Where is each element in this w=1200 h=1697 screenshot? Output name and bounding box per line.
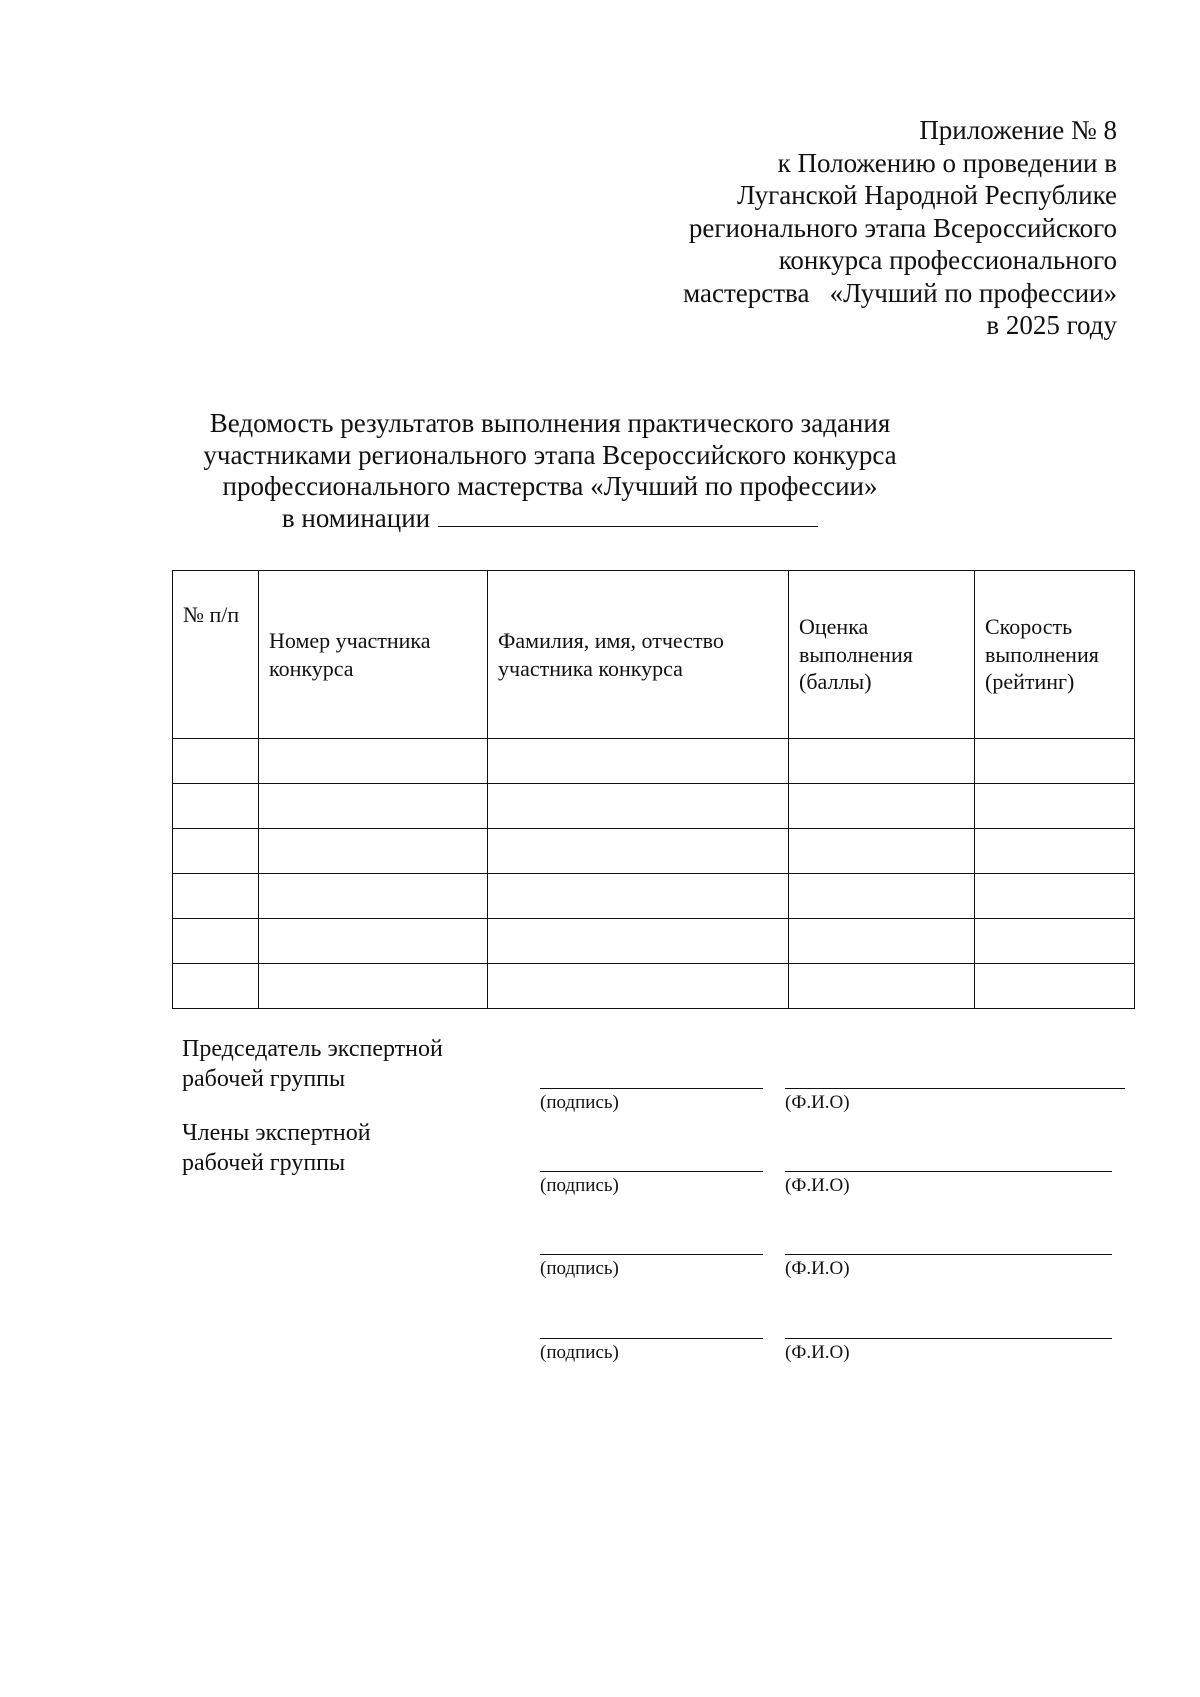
table-cell[interactable]: [488, 784, 789, 829]
name-caption: (Ф.И.О): [785, 1342, 850, 1363]
table-cell[interactable]: [488, 964, 789, 1009]
table-row: [173, 829, 1135, 874]
header-full-name: [488, 571, 789, 739]
table-cell[interactable]: [173, 919, 259, 964]
appendix-line: к Положению о проведении в: [777, 147, 1117, 178]
table-cell[interactable]: [259, 964, 488, 1009]
appendix-line: в 2025 году: [986, 310, 1117, 340]
table-cell[interactable]: [173, 739, 259, 784]
name-caption: (Ф.И.О): [785, 1092, 850, 1113]
table-cell[interactable]: [975, 874, 1135, 919]
table-cell[interactable]: [173, 874, 259, 919]
appendix-line: мастерства «Лучший по профессии»: [683, 277, 1117, 308]
table-cell[interactable]: [975, 964, 1135, 1009]
document-title: [200, 408, 900, 534]
chair-label-line: Председатель экспертной: [182, 1036, 443, 1062]
table-header-row: [173, 571, 1135, 739]
table-row: [173, 919, 1135, 964]
table-cell[interactable]: [173, 829, 259, 874]
header-participant-number-text: Номер участника конкурса: [269, 628, 431, 681]
table-cell[interactable]: [789, 784, 975, 829]
table-cell[interactable]: [488, 919, 789, 964]
signature-caption: (подпись): [540, 1175, 619, 1196]
header-full-name-text: Фамилия, имя, отчество участника конкурса: [498, 628, 724, 681]
signature-caption: (подпись): [540, 1092, 619, 1113]
name-caption: (Ф.И.О): [785, 1175, 850, 1196]
name-line[interactable]: [785, 1171, 1112, 1172]
table-cell[interactable]: [259, 829, 488, 874]
table-cell[interactable]: [975, 739, 1135, 784]
table-cell[interactable]: [789, 739, 975, 784]
table-row: [173, 784, 1135, 829]
title-line: участниками регионального этапа Всероссийского конкурса: [203, 439, 897, 470]
appendix-header: [683, 114, 1117, 342]
results-table: [172, 570, 1135, 1009]
table-cell[interactable]: [259, 919, 488, 964]
nomination-line: [200, 503, 900, 535]
table-cell[interactable]: [975, 784, 1135, 829]
table-cell[interactable]: [789, 829, 975, 874]
name-line[interactable]: [785, 1088, 1125, 1089]
signature-caption: (подпись): [540, 1342, 619, 1363]
signature-line[interactable]: [540, 1171, 763, 1172]
signature-caption: (подпись): [540, 1258, 619, 1279]
table-row: [173, 964, 1135, 1009]
header-speed-text: Скорость выполнения (рейтинг): [985, 614, 1099, 695]
table-cell[interactable]: [975, 829, 1135, 874]
name-caption: (Ф.И.О): [785, 1258, 850, 1279]
nomination-label: в номинации: [281, 502, 431, 533]
title-line: профессионального мастерства «Лучший по профессии»: [222, 471, 878, 501]
table-cell[interactable]: [259, 874, 488, 919]
table-cell[interactable]: [789, 874, 975, 919]
appendix-line: конкурса профессионального: [778, 245, 1117, 275]
header-speed: [975, 571, 1135, 739]
header-score-text: Оценка выполнения (баллы): [799, 614, 913, 695]
table-row: [173, 874, 1135, 919]
signature-line[interactable]: [540, 1338, 763, 1339]
table-cell[interactable]: [488, 874, 789, 919]
nomination-blank-field[interactable]: [438, 504, 818, 527]
header-participant-number: [259, 571, 488, 739]
members-label: [182, 1118, 371, 1178]
signature-line[interactable]: [540, 1254, 763, 1255]
chair-label-line: рабочей группы: [182, 1066, 346, 1092]
table-cell[interactable]: [173, 784, 259, 829]
table-row: [173, 739, 1135, 784]
name-line[interactable]: [785, 1254, 1112, 1255]
appendix-line: Приложение № 8: [919, 115, 1117, 145]
appendix-line: Луганской Народной Республике: [737, 180, 1117, 210]
name-line[interactable]: [785, 1338, 1112, 1339]
table-cell[interactable]: [789, 964, 975, 1009]
table-cell[interactable]: [789, 919, 975, 964]
table-cell[interactable]: [975, 919, 1135, 964]
chair-label: [182, 1034, 443, 1094]
signature-line[interactable]: [540, 1088, 763, 1089]
members-label-line: рабочей группы: [182, 1150, 346, 1176]
table-cell[interactable]: [173, 964, 259, 1009]
header-score: [789, 571, 975, 739]
table-cell[interactable]: [259, 784, 488, 829]
members-label-line: Члены экспертной: [182, 1120, 371, 1146]
appendix-line: регионального этапа Всероссийского: [688, 212, 1117, 243]
header-number: № п/п: [173, 571, 259, 739]
table-cell[interactable]: [259, 739, 488, 784]
table-cell[interactable]: [488, 829, 789, 874]
table-cell[interactable]: [488, 739, 789, 784]
title-line: Ведомость результатов выполнения практического задания: [209, 408, 891, 438]
